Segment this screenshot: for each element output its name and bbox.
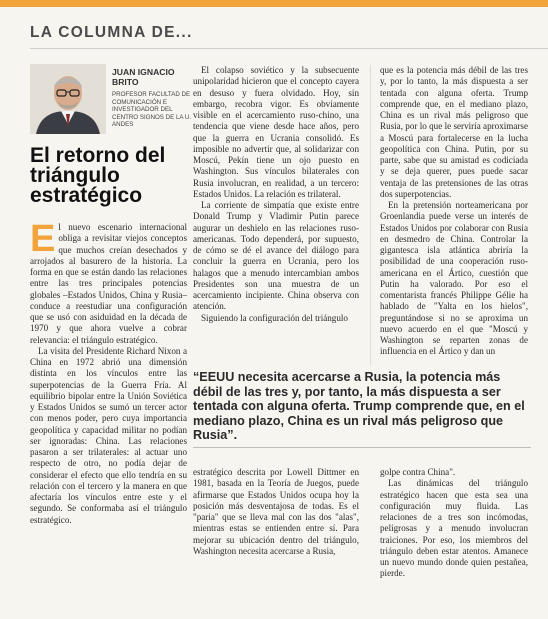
top-accent-bar — [0, 0, 548, 7]
author-portrait-icon — [30, 64, 106, 134]
article-column-2-bottom — [193, 467, 359, 557]
article-paragraph: El colapso soviético y la subsecuente unipolaridad hicieron que el concepto cayera en desuso y fuera olvidado. Hoy, sin embargo, recobra vigor. Es obviamente visible en el acercamiento ruso-chino, una tendencia que viene desde hace años, pero que la guerra en Ucrania consolidó. Es imposible no advertir que, al solidarizar con Moscú, Pekín tiene un ojo puesto en Washington. Sus vínculos bilaterales con Rusia involucran, en realidad, a un tercero: Estados Unidos. La relación es trilateral. — [193, 65, 359, 199]
article-column-2-top — [193, 65, 359, 324]
author-byline — [112, 67, 192, 129]
article-paragraph: que es la potencia más débil de las tres y, por lo tanto, la más dispuesta a ser tentada con alguna oferta. Trump comprende que, en el mediano plazo, China es un rival más peligroso que Rusia, por lo que le serviría aproximarse a Moscú para fortalecerse en la lucha geopolítica con China. Putin, por su parte, sabe que su amistad es codiciada y se deja querer, pues puede sacar ventaja de las pretensiones de las otras dos superpotencias. — [380, 65, 528, 199]
article-paragraph: Siguiendo la configuración del triángulo — [201, 312, 348, 323]
pull-quote-rule — [193, 447, 531, 448]
column-divider — [370, 65, 371, 365]
author-role: PROFESOR FACULTAD DE COMUNICACIÓN E INVESTIGADOR DEL CENTRO SIGNOS DE LA U. ANDES — [112, 91, 192, 129]
paragraph-text: l nuevo escenario internacional obliga a revisitar viejos conceptos que muchos creían desechados y arrojados al basurero de la historia. La forma en que se están dando las relaciones entre las tres principales potencias globales –Estados Unidos, China y Rusia– conduce a reestudiar una configuración que se usó con asiduidad en la década de 1970 y que ahora vuelve a cobrar relevancia: el triángulo estratégico. — [30, 222, 187, 345]
article-paragraph: golpe contra China". — [380, 467, 456, 477]
article-paragraph: En la pretensión norteamericana por Groenlandia puede verse un interés de Estados Unidos por colaborar con Rusia en desmedro de China. Controlar la gigantesca isla atlántica abriría la posibilidad de una cooperación ruso-americana en el Ártico, cuestión que Putin ha valorado. Por eso el comentarista francés Philippe Gélie ha hablado de "Yalta en los hielos", preguntándose si no se aproxima un nuevo acuerdo en el que "Moscú y Washington se reparten zonas de influencia en el Ártico y dan un — [380, 200, 528, 357]
article-column-1 — [30, 218, 187, 526]
article-headline: El retorno del triángulo estratégico — [30, 144, 166, 207]
section-divider — [30, 48, 548, 49]
article-paragraph — [30, 218, 187, 346]
drop-cap: E — [30, 218, 56, 260]
pull-quote: “EEUU necesita acercarse a Rusia, la potencia más débil de las tres y, por tanto, la más dispuesta a ser tentada con alguna oferta. Trump comprende que, en el mediano plazo, China es un rival más peligroso que Rusia”. — [193, 370, 525, 443]
article-paragraph: estratégico descrita por Lowell Dittmer en 1981, basada en la Teoría de Juegos, puede afirmarse que Estados Unidos ocupa hoy la posición más desventajosa de todas. Es el "paria" que se lleva mal con las dos "alas", mientras estas se entienden entre sí. Para mejorar su ubicación dentro del triángulo, Washington necesita acercarse a Rusia, — [193, 467, 359, 556]
section-title: LA COLUMNA DE... — [30, 24, 193, 41]
article-paragraph: Las dinámicas del triángulo estratégico hacen que esta sea una configuración muy fluida. Las relaciones de a tres son incómodas, peligrosas y a menudo involucran traiciones. Por eso, los miembros del triángulo deben estar atentos. Amanece un nuevo mundo donde quien pestañea, pierde. — [380, 478, 528, 579]
article-column-3-bottom — [380, 467, 528, 580]
article-paragraph: La corriente de simpatía que existe entre Donald Trump y Vladimir Putin parece augurar un deshielo en las relaciones ruso-americanas. Todo dependerá, por supuesto, de cómo se dé el avance del diálogo para concluir la guerra en Ucrania, pero los halagos que a menudo intercambian ambos Presidentes son una muestra de un acercamiento incipiente. China observa con atención. — [193, 200, 359, 312]
article-column-3-top — [380, 65, 528, 358]
author-photo — [30, 64, 106, 134]
article-paragraph: La visita del Presidente Richard Nixon a China en 1972 abrió una dimensión distinta en los vínculos entre las superpotencias de la Guerra Fría. Al equilibrio bipolar entre la Unión Soviética y Estados Unidos se sumó un tercer actor con menos poder, pero cuya importancia geopolítica y capacidad militar no podían ser ignoradas: China. Las relaciones pasaron a ser trilaterales: al actuar uno respecto de otro, no podía dejar de considerar el efecto que ello tendría en su relación con el tercero y la manera en que afectaría los vínculos entre este y el segundo. Se conformaba así el triángulo estratégico. — [30, 345, 187, 525]
author-name: JUAN IGNACIO BRITO — [112, 67, 175, 87]
